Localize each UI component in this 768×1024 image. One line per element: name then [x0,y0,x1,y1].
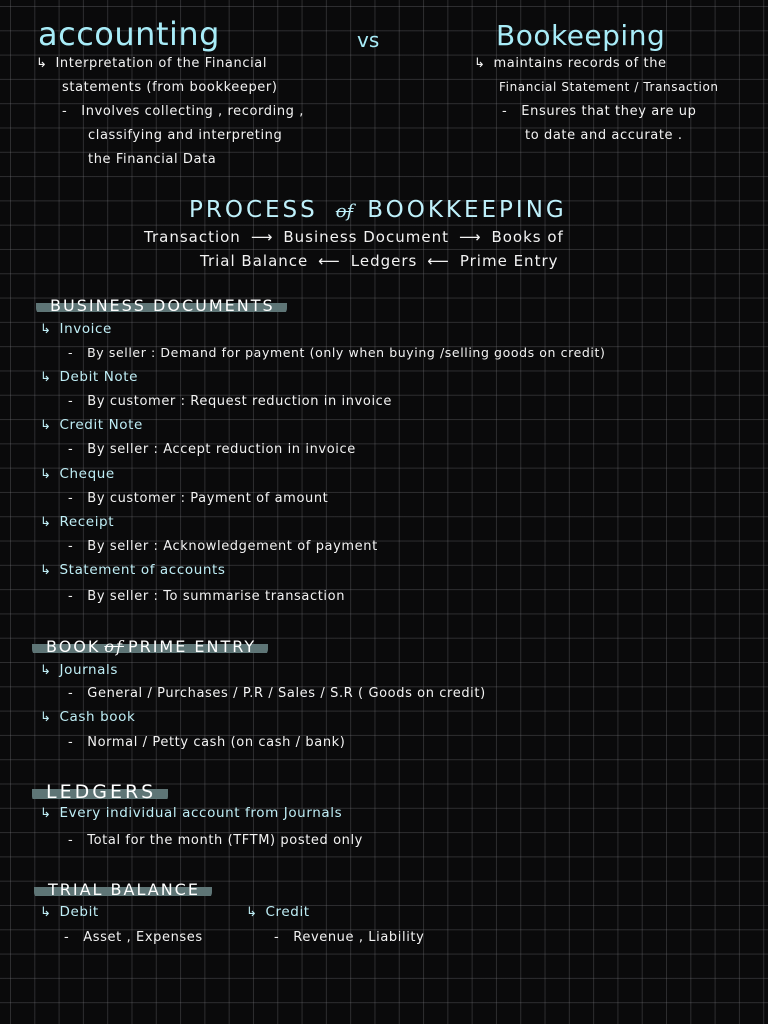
arrow-icon: ↳ [36,56,48,71]
accounting-definition-2: statements (from bookkeeper) [62,80,278,95]
accounting-definition: ↳ Interpretation of the Financial [36,56,268,71]
trial-balance-heading: TRIAL BALANCE [34,879,212,900]
step-trial-balance: Trial Balance [200,252,309,270]
process-flow-row-2 [200,254,559,269]
trial-credit: ↳ Credit [246,904,310,920]
arrow-right-icon: ⟶ [458,228,482,246]
prime-entry-heading: BOOK of PRIME ENTRY [32,636,268,657]
arrow-left-icon: ⟵ [318,252,341,270]
step-books-of: Books of [491,228,564,246]
doc-statement-of-accounts: ↳ Statement of accounts [40,562,226,578]
process-title: PROCESS of BOOKKEEPING [189,197,567,223]
arrow-icon: ↳ [40,563,52,578]
doc-debit-note: ↳ Debit Note [40,369,139,385]
doc-credit-note-detail: - By seller : Accept reduction in invoice [68,442,356,457]
trial-debit-detail: - Asset , Expenses [64,930,203,945]
prime-cash-book: ↳ Cash book [40,709,136,725]
ledgers-item: ↳ Every individual account from Journals [40,805,343,821]
prime-cash-book-detail: - Normal / Petty cash (on cash / bank) [68,735,346,750]
bookkeeping-definition: ↳ maintains records of the [474,56,667,71]
bookkeeping-definition-2: Financial Statement / Transaction [499,80,719,94]
arrow-icon: ↳ [40,806,52,821]
prime-journals-detail: - General / Purchases / P.R / Sales / S.R ( Goods on credit) [68,686,486,701]
step-business-document: Business Document [283,228,449,246]
doc-invoice-detail: - By seller : Demand for payment (only when buying /selling goods on credit) [68,345,606,360]
process-flow-row-1 [144,230,564,245]
doc-cheque-detail: - By customer : Payment of amount [68,491,329,506]
prime-journals: ↳ Journals [40,662,119,678]
vs-label: vs [357,28,380,52]
arrow-icon: ↳ [40,370,52,385]
doc-debit-note-detail: - By customer : Request reduction in invoice [68,394,393,409]
arrow-icon: ↳ [40,663,52,678]
arrow-icon: ↳ [40,710,52,725]
step-prime-entry: Prime Entry [459,252,559,270]
trial-debit: ↳ Debit [40,904,99,920]
arrow-icon: ↳ [40,322,52,337]
arrow-right-icon: ⟶ [250,228,274,246]
doc-receipt-detail: - By seller : Acknowledgement of payment [68,539,378,554]
accounting-sub-1: - Involves collecting , recording , [62,104,304,119]
arrow-icon: ↳ [40,905,52,920]
doc-credit-note: ↳ Credit Note [40,417,143,433]
doc-receipt: ↳ Receipt [40,514,115,530]
accounting-title: accounting [38,15,220,53]
step-ledgers: Ledgers [350,252,418,270]
arrow-left-icon: ⟵ [427,252,450,270]
doc-cheque: ↳ Cheque [40,466,115,482]
arrow-icon: ↳ [40,467,52,482]
business-documents-heading: BUSINESS DOCUMENTS [36,295,287,316]
arrow-icon: ↳ [474,56,486,71]
bookkeeping-title: Bookeeping [496,19,666,52]
arrow-icon: ↳ [40,418,52,433]
ledgers-detail: - Total for the month (TFTM) posted only [68,833,363,848]
bookkeeping-sub-2: to date and accurate . [525,128,683,143]
bookkeeping-sub-1: - Ensures that they are up [502,104,697,119]
accounting-sub-2: classifying and interpreting [88,128,283,143]
arrow-icon: ↳ [40,515,52,530]
trial-credit-detail: - Revenue , Liability [274,930,425,945]
doc-invoice: ↳ Invoice [40,321,112,337]
ledgers-heading: LEDGERS [32,780,168,804]
doc-statement-detail: - By seller : To summarise transaction [68,589,346,604]
accounting-sub-3: the Financial Data [88,152,217,167]
arrow-icon: ↳ [246,905,258,920]
step-transaction: Transaction [144,228,241,246]
